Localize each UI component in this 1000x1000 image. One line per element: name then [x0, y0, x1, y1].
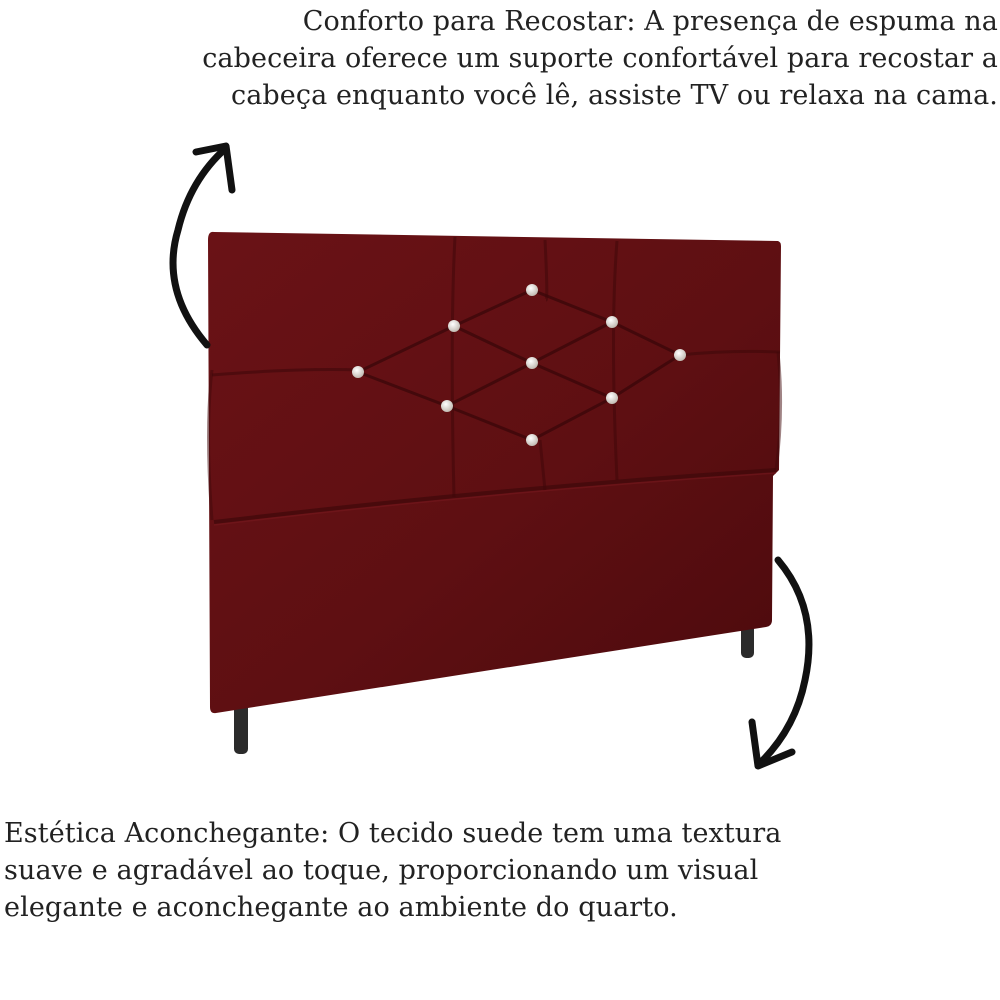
caption-bottom: Estética Aconchegante: O tecido suede tem uma textura suave e agradável ao toque, proporcionando um visual elegante e aconchegante ao ambiente do quarto. [4, 818, 782, 923]
caption-top: Conforto para Recostar: A presença de espuma na cabeceira oferece um suporte confortável para recostar a cabeça enquanto você lê, assiste TV ou relaxa na cama. [202, 6, 998, 111]
headboard-illustration [208, 232, 781, 713]
